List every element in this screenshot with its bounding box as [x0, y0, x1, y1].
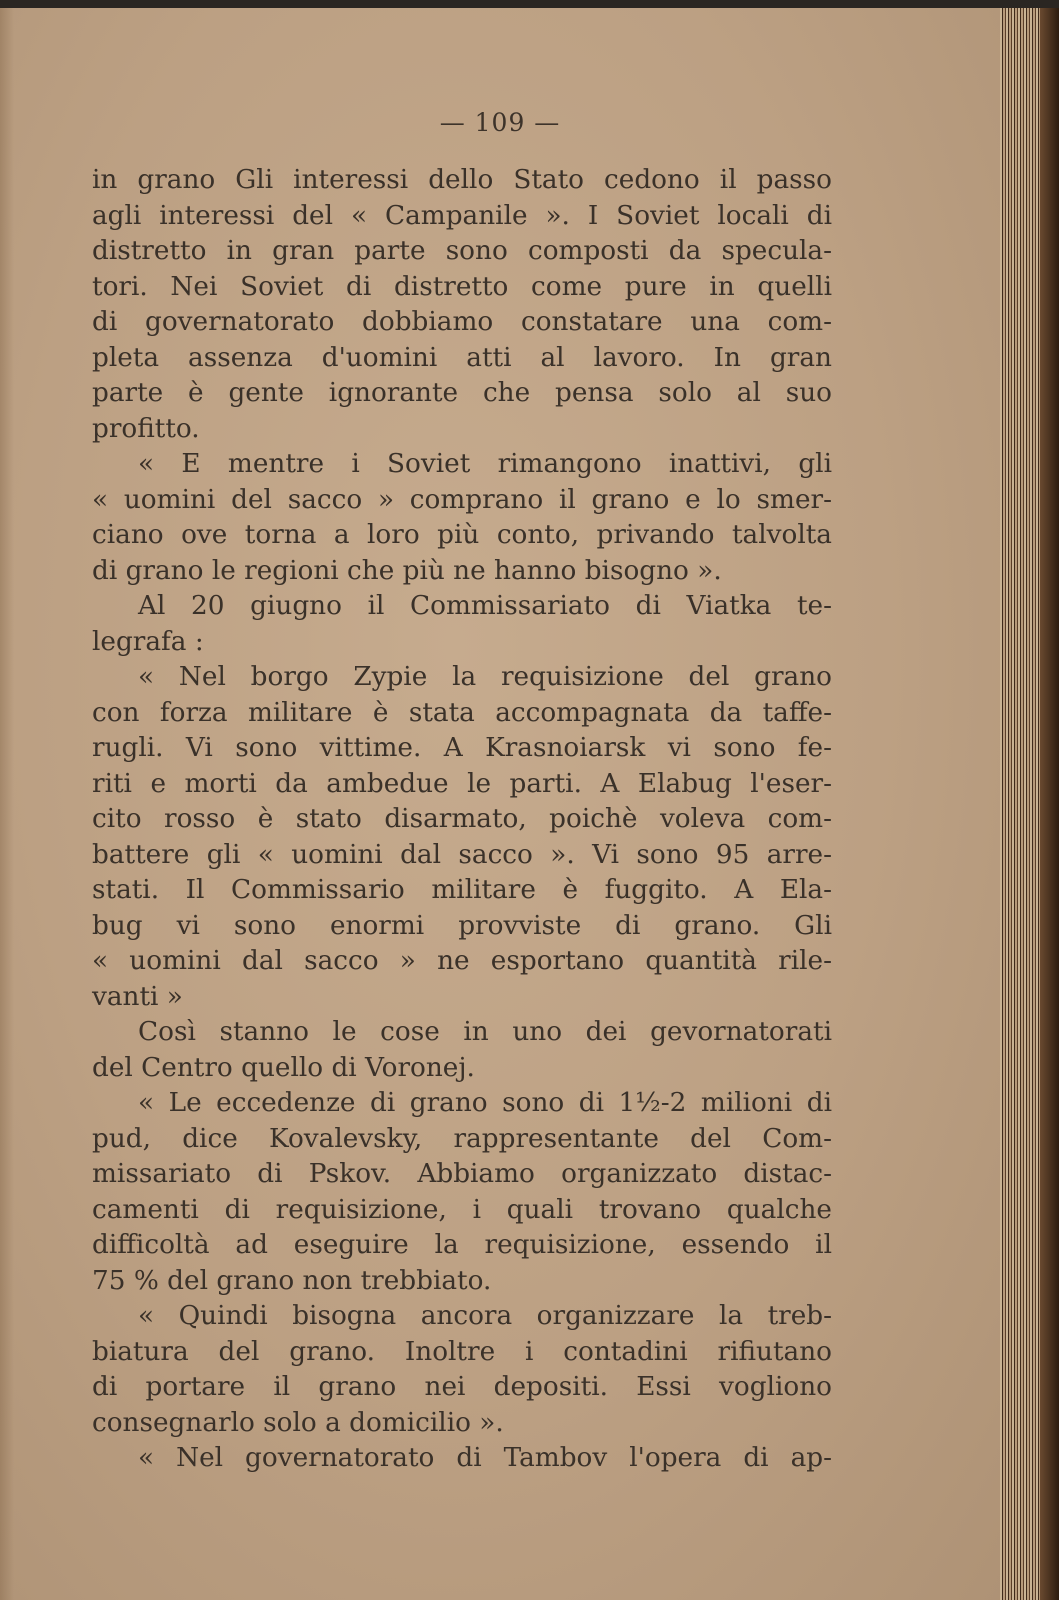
text-line: ciano ove torna a loro più conto, privando talvolta — [92, 520, 832, 550]
text-line: con forza militare è stata accompagnata da taffe- — [92, 697, 832, 728]
text-line: del Centro quello di Voronej. — [92, 1052, 475, 1083]
text-line: « Nel borgo Zypie la requisizione del grano — [138, 662, 832, 692]
text-line: battere gli « uomini dal sacco ». Vi sono 95 arre- — [92, 839, 832, 870]
text-line: legrafa : — [92, 626, 204, 657]
text-line: « Nel governatorato di Tambov l'opera di ap- — [138, 1443, 832, 1473]
text-line: vanti » — [92, 981, 183, 1012]
text-line: difficoltà ad eseguire la requisizione, essendo il — [92, 1230, 832, 1260]
book-top-edge — [0, 0, 1059, 8]
text-line: rugli. Vi sono vittime. A Krasnoiarsk vi sono fe- — [92, 733, 832, 763]
text-line: riti e morti da ambedue le parti. A Elabug l'eser- — [92, 768, 832, 799]
page-body-text — [92, 163, 832, 1477]
text-line: consegnarlo solo a domicilio ». — [92, 1407, 504, 1438]
text-line: pud, dice Kovalevsky, rappresentante del Com- — [92, 1123, 832, 1154]
text-line: distretto in gran parte sono composti da specula- — [92, 236, 832, 266]
text-line: « uomini del sacco » comprano il grano e lo smer- — [92, 484, 832, 515]
page-gutter-shadow — [0, 8, 14, 1600]
text-line: « Quindi bisogna ancora organizzare la treb- — [138, 1301, 832, 1331]
text-line: stati. Il Commissario militare è fuggito. A Ela- — [92, 875, 832, 905]
book-cover-edge — [1040, 8, 1059, 1600]
text-line: cito rosso è stato disarmato, poichè voleva com- — [92, 804, 832, 834]
text-line: « E mentre i Soviet rimangono inattivi, gli — [138, 449, 832, 479]
text-line: profitto. — [92, 413, 200, 444]
text-line: tori. Nei Soviet di distretto come pure in quelli — [92, 271, 832, 302]
text-line: Al 20 giugno il Commissariato di Viatka te- — [138, 591, 832, 621]
text-line: 75 % del grano non trebbiato. — [92, 1265, 492, 1296]
text-line: bug vi sono enormi provviste di grano. Gli — [92, 910, 832, 941]
text-line: parte è gente ignorante che pensa solo al suo — [92, 378, 832, 408]
text-line: camenti di requisizione, i quali trovano qualche — [92, 1194, 832, 1225]
text-line: di portare il grano nei depositi. Essi vogliono — [92, 1372, 832, 1402]
text-line: di grano le regioni che più ne hanno bisogno ». — [92, 555, 722, 586]
text-line: « Le eccedenze di grano sono di 1½-2 milioni di — [138, 1088, 832, 1118]
text-line: missariato di Pskov. Abbiamo organizzato distac- — [92, 1159, 832, 1189]
text-line: pleta assenza d'uomini atti al lavoro. In gran — [92, 342, 832, 373]
text-line: biatura del grano. Inoltre i contadini rifiutano — [92, 1336, 832, 1367]
text-line: agli interessi del « Campanile ». I Soviet locali di — [92, 200, 832, 231]
page-number: — 109 — — [439, 108, 561, 137]
text-line: Così stanno le cose in uno dei gevornatorati — [138, 1017, 832, 1047]
text-line: « uomini dal sacco » ne esportano quantità rile- — [92, 946, 832, 976]
text-line: di governatorato dobbiamo constatare una com- — [92, 307, 832, 337]
text-line: in grano Gli interessi dello Stato cedono il passo — [92, 165, 832, 195]
